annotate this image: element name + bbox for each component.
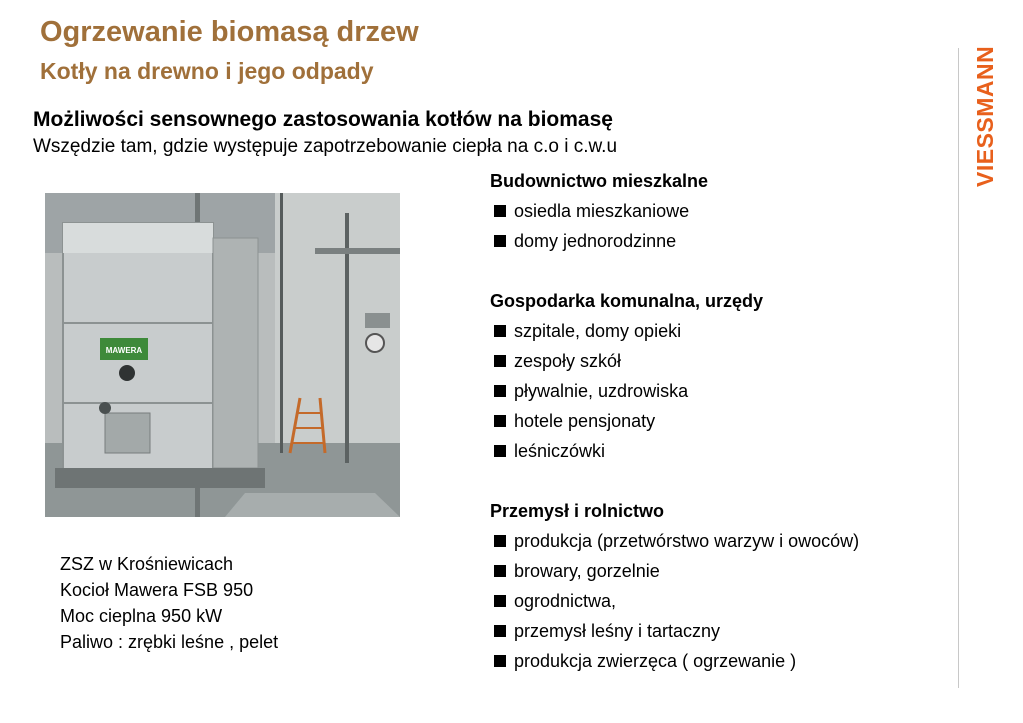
list-item bbox=[490, 376, 859, 406]
list-item-label: ogrodnictwa, bbox=[514, 591, 617, 611]
spacer bbox=[490, 256, 859, 286]
intro-text: Wszędzie tam, gdzie występuje zapotrzebowanie ciepła na c.o i c.w.u bbox=[33, 136, 618, 157]
bullet-square-icon bbox=[494, 535, 506, 547]
list-item bbox=[490, 436, 859, 466]
list-item-label: hotele pensjonaty bbox=[514, 411, 656, 431]
list-item-label: produkcja (przetwórstwo warzyw i owoców) bbox=[514, 531, 860, 551]
caption-line: ZSZ w Krośniewicach bbox=[60, 554, 234, 574]
slide-subtitle: Kotły na drewno i jego odpady bbox=[40, 58, 374, 84]
list-item-label: pływalnie, uzdrowiska bbox=[514, 381, 689, 401]
list-item bbox=[490, 586, 859, 616]
category-municipal: Gospodarka komunalna, urzędy bbox=[490, 291, 764, 311]
list-item bbox=[490, 646, 859, 676]
caption-line: Kocioł Mawera FSB 950 bbox=[60, 580, 254, 600]
list-item-label: zespoły szkół bbox=[514, 351, 622, 371]
bullet-square-icon bbox=[494, 355, 506, 367]
list-item bbox=[490, 346, 859, 376]
list-item bbox=[490, 406, 859, 436]
application-list bbox=[490, 166, 859, 676]
spacer bbox=[490, 466, 859, 496]
list-item bbox=[490, 526, 859, 556]
list-item-label: leśniczówki bbox=[514, 441, 606, 461]
list-item bbox=[490, 556, 859, 586]
logo-text: VIESSMANN bbox=[972, 45, 998, 187]
photo-caption bbox=[60, 551, 278, 655]
category-residential: Budownictwo mieszkalne bbox=[490, 171, 709, 191]
bullet-square-icon bbox=[494, 385, 506, 397]
caption-line: Moc cieplna 950 kW bbox=[60, 606, 223, 626]
caption-line: Paliwo : zrębki leśne , pelet bbox=[60, 632, 279, 652]
bullet-square-icon bbox=[494, 625, 506, 637]
bullet-square-icon bbox=[494, 415, 506, 427]
list-item-label: produkcja zwierzęca ( ogrzewanie ) bbox=[514, 651, 797, 671]
boiler-photo bbox=[45, 193, 400, 517]
list-item-label: domy jednorodzinne bbox=[514, 231, 677, 251]
mawera-badge: MAWERA bbox=[105, 346, 143, 355]
list-item-label: browary, gorzelnie bbox=[514, 561, 660, 581]
bullet-square-icon bbox=[494, 655, 506, 667]
list-item bbox=[490, 616, 859, 646]
bullet-square-icon bbox=[494, 205, 506, 217]
bullet-square-icon bbox=[494, 445, 506, 457]
bullet-square-icon bbox=[494, 325, 506, 337]
list-item-label: osiedla mieszkaniowe bbox=[514, 201, 690, 221]
viessmann-logo bbox=[955, 45, 1005, 190]
list-item-label: przemysł leśny i tartaczny bbox=[514, 621, 721, 641]
list-item bbox=[490, 316, 859, 346]
bullet-square-icon bbox=[494, 595, 506, 607]
slide-title: Ogrzewanie biomasą drzew bbox=[40, 16, 419, 48]
list-item bbox=[490, 226, 859, 256]
bullet-square-icon bbox=[494, 235, 506, 247]
list-item bbox=[490, 196, 859, 226]
category-industry: Przemysł i rolnictwo bbox=[490, 501, 665, 521]
list-item-label: szpitale, domy opieki bbox=[514, 321, 682, 341]
section-heading: Możliwości sensownego zastosowania kotłów na biomasę bbox=[33, 108, 613, 131]
bullet-square-icon bbox=[494, 565, 506, 577]
